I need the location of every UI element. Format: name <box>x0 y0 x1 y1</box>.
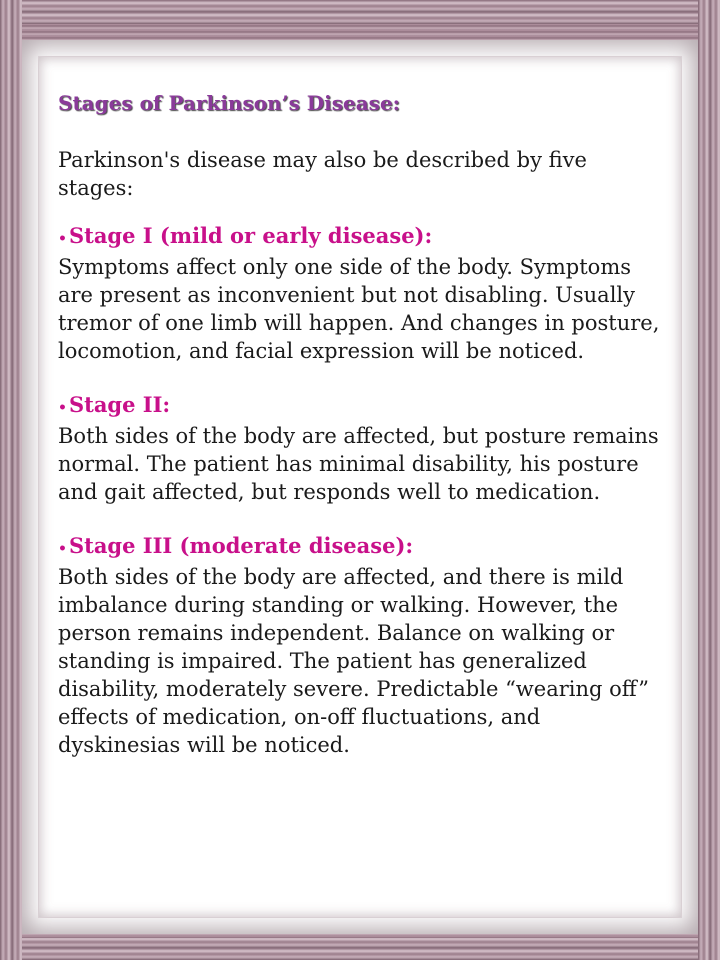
stage-2 <box>58 391 668 506</box>
stage-2-heading <box>58 391 668 422</box>
stage-2-text: Both sides of the body are affected, but posture remains normal. The patient has minimal disability, his posture and gait affected, but responds well to medication. <box>58 424 659 504</box>
frame-right-border <box>698 0 720 960</box>
stage-1-heading-text: Stage I (mild or early disease): <box>68 223 433 248</box>
stage-2-heading-text: Stage II: <box>68 392 171 417</box>
stage-3-text: Both sides of the body are affected, and there is mild imbalance during standing or walking. However, the person remains independent. Balance on walking or standing is impaired. The patient has generalized disability, moderately severe. Predictable “wearing off” effects of medication, on-off fluctuations, and dyskinesias will be noticed. <box>58 565 649 757</box>
stage-1 <box>58 222 668 365</box>
frame-bottom-border <box>0 938 720 960</box>
stage-3-heading <box>58 532 668 563</box>
slide-card <box>22 40 698 934</box>
stage-1-heading <box>58 222 668 253</box>
bullet-icon: • <box>58 541 67 557</box>
stage-1-text: Symptoms affect only one side of the body. Symptoms are present as inconvenient but not disabling. Usually tremor of one limb will happen. And changes in posture, locomotion, and facial expression will be noticed. <box>58 255 660 363</box>
stage-3 <box>58 532 668 759</box>
bullet-icon: • <box>58 231 67 247</box>
intro-paragraph: Parkinson's disease may also be described by five stages: <box>58 148 587 200</box>
frame-left-border <box>0 0 22 960</box>
stage-3-heading-text: Stage III (moderate disease): <box>68 533 414 558</box>
bullet-icon: • <box>58 400 67 416</box>
frame-top-border <box>0 0 720 24</box>
slide-content <box>58 90 668 785</box>
slide-title: Stages of Parkinson’s Disease: <box>58 91 401 115</box>
